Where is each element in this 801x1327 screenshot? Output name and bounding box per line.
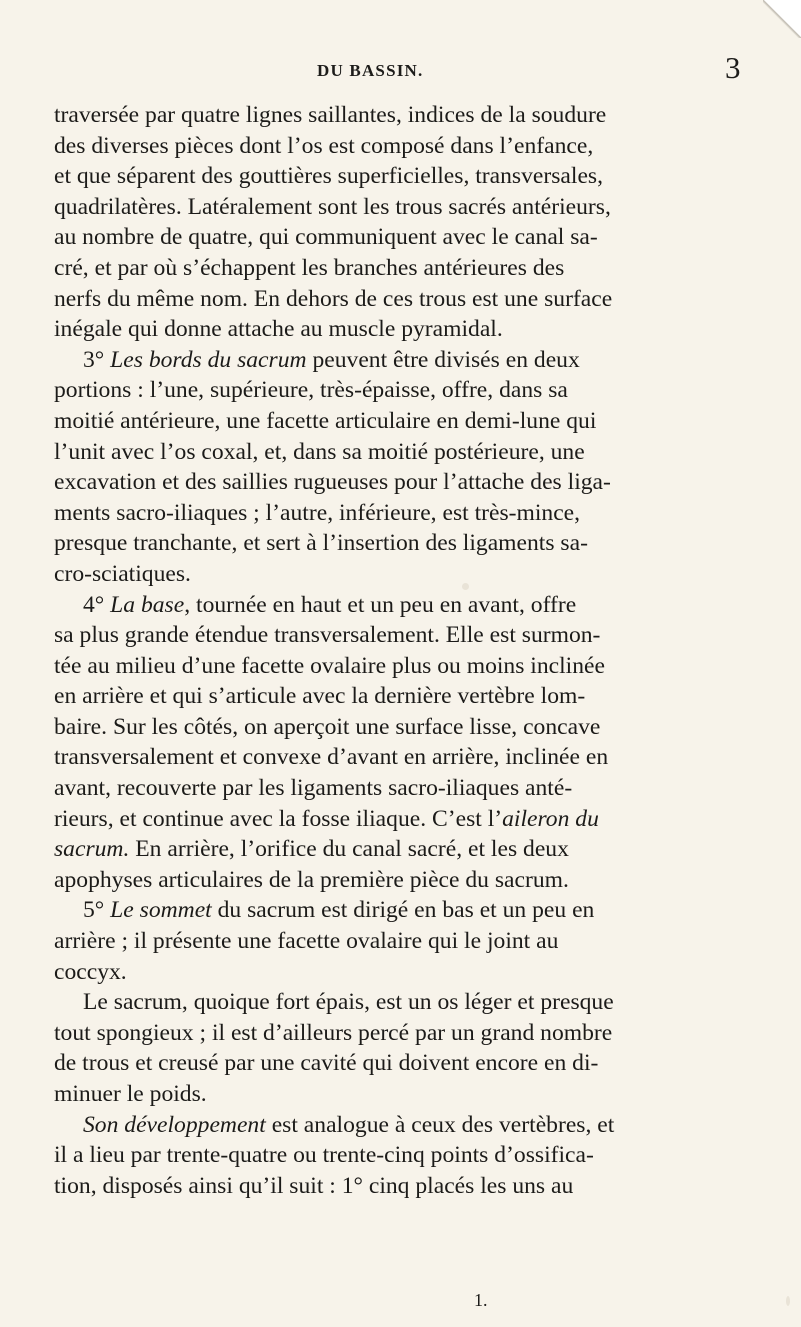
page-header: [0, 50, 801, 98]
text-line: sa plus grande étendue transversalement. Elle est surmon-: [54, 622, 601, 649]
paragraph-1: [54, 100, 739, 345]
text-line: cré, et par où s’échappent les branches antérieures des: [54, 254, 565, 281]
page-number: 3: [725, 50, 741, 85]
text-line: portions : l’une, supérieure, très-épaisse, offre, dans sa: [54, 377, 568, 404]
text-line: rieurs, et continue avec la fosse iliaque. C’est l’: [54, 805, 503, 832]
section-number: 4°: [83, 591, 111, 618]
body-text: [54, 100, 739, 1201]
section-heading: Le sommet: [110, 897, 212, 924]
section-number: 3°: [83, 346, 111, 373]
running-head: DU BASSIN.: [317, 61, 424, 80]
text-line: traversée par quatre lignes saillantes, indices de la soudure: [54, 102, 607, 128]
paragraph-6: [54, 1110, 739, 1202]
page-corner: [763, 0, 801, 38]
text-line: cro-sciatiques.: [54, 560, 191, 587]
text-line: coccyx.: [54, 958, 127, 985]
paragraph-2: [54, 345, 739, 590]
paragraph-5: [54, 987, 739, 1109]
italic-term: sacrum.: [54, 836, 130, 863]
text-line: transversalement et convexe d’avant en arrière, inclinée en: [54, 744, 609, 771]
text-line: inégale qui donne attache au muscle pyramidal.: [54, 316, 503, 343]
text-line: tout spongieux ; il est d’ailleurs percé par un grand nombre: [54, 1019, 613, 1046]
paragraph-3: [54, 590, 739, 896]
text-line: avant, recouverte par les ligaments sacro-iliaques anté-: [54, 775, 573, 802]
text-line: minuer le poids.: [54, 1081, 207, 1107]
text-line: et que séparent des gouttières superficielles, transversales,: [54, 163, 604, 190]
text-line: apophyses articulaires de la première pièce du sacrum.: [54, 866, 569, 893]
text-line: peuvent être divisés en deux: [306, 346, 580, 373]
text-line: nerfs du même nom. En dehors de ces trous est une surface: [54, 285, 613, 312]
text-line: au nombre de quatre, qui communiquent avec le canal sa-: [54, 224, 598, 251]
text-line: l’unit avec l’os coxal, et, dans sa moitié postérieure, une: [54, 438, 585, 465]
text-line: il a lieu par trente-quatre ou trente-cinq points d’ossifica-: [54, 1142, 594, 1169]
section-heading: Les bords du sacrum: [110, 346, 307, 373]
text-line: en arrière et qui s’articule avec la dernière vertèbre lom-: [54, 683, 586, 710]
text-line: Le sacrum, quoique fort épais, est un os léger et presque: [83, 989, 614, 1016]
text-line: de trous et creusé par une cavité qui doivent encore en di-: [54, 1050, 599, 1077]
section-number: 5°: [83, 897, 111, 924]
text-line: baire. Sur les côtés, on aperçoit une surface lisse, concave: [54, 713, 601, 740]
italic-term: aileron du: [502, 805, 599, 832]
text-line: des diverses pièces dont l’os est composé dans l’enfance,: [54, 132, 594, 159]
ink-spot: [462, 583, 469, 590]
text-line: ments sacro-iliaques ; l’autre, inférieure, est très-mince,: [54, 499, 581, 526]
text-line: tée au milieu d’une facette ovalaire plus ou moins inclinée: [54, 652, 605, 679]
text-line: tion, disposés ainsi qu’il suit : 1° cinq placés les uns au: [54, 1172, 574, 1199]
section-heading: Son développement: [83, 1111, 266, 1138]
text-line: presque tranchante, et sert à l’insertion des ligaments sa-: [54, 530, 588, 557]
paragraph-4: [54, 895, 739, 987]
text-line: , tournée en haut et un peu en avant, offre: [184, 591, 577, 618]
text-line: est analogue à ceux des vertèbres, et: [265, 1111, 615, 1138]
text-line: quadrilatères. Latéralement sont les trous sacrés antérieurs,: [54, 193, 611, 220]
text-line: En arrière, l’orifice du canal sacré, et les deux: [129, 836, 569, 863]
ink-spot: [786, 1296, 790, 1306]
text-line: arrière ; il présente une facette ovalaire qui le joint au: [54, 928, 559, 955]
text-line: du sacrum est dirigé en bas et un peu en: [211, 897, 595, 924]
section-heading: La base: [110, 591, 185, 618]
text-line: excavation et des saillies rugueuses pour l’attache des liga-: [54, 469, 611, 496]
text-line: moitié antérieure, une facette articulaire en demi-lune qui: [54, 407, 597, 434]
signature-mark: 1.: [474, 1290, 488, 1310]
